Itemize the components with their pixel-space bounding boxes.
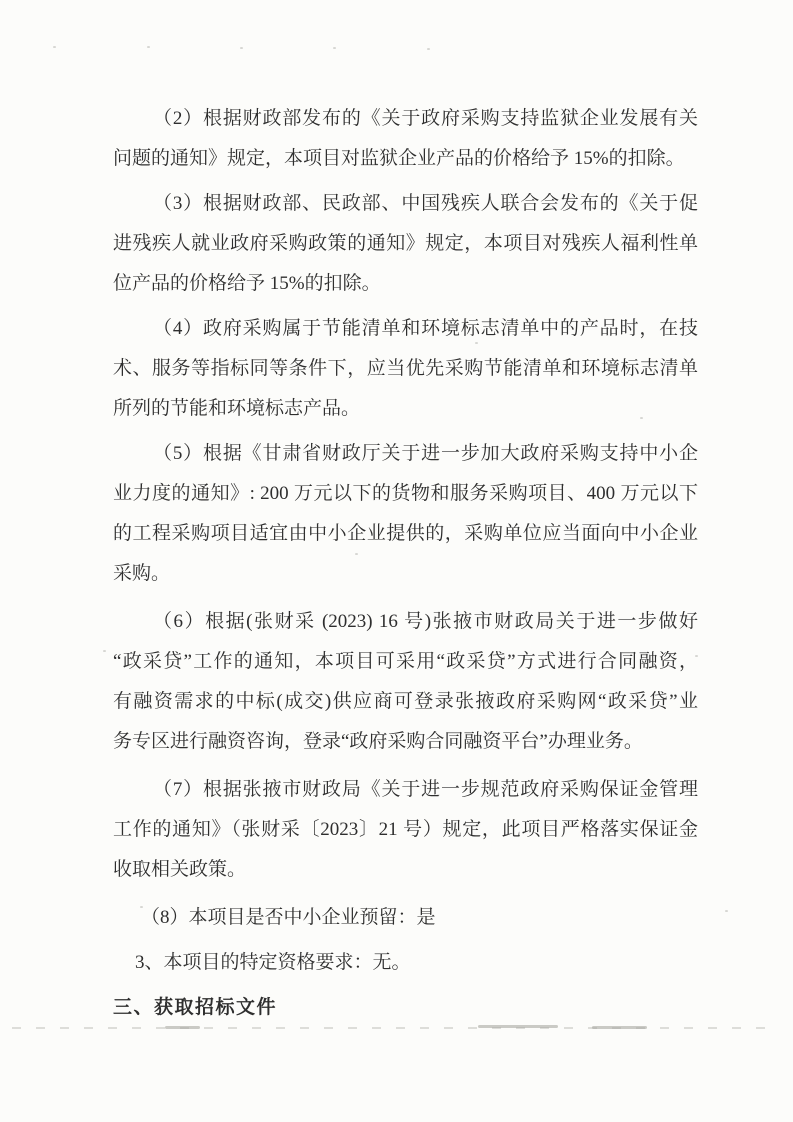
paragraph-item-3	[113, 184, 698, 304]
document-line: 术、服务等指标同等条件下，应当优先采购节能清单和环境标志清单	[113, 358, 698, 379]
document-line: （5）根据《甘肃省财政厅关于进一步加大政府采购支持中小企	[153, 443, 698, 464]
paragraph-item-8	[113, 898, 698, 938]
section-heading-text: 三、获取招标文件	[113, 997, 278, 1018]
paragraph-item-6	[113, 602, 698, 762]
scan-speck	[333, 47, 336, 49]
paragraph-item-5	[113, 434, 698, 594]
document-line: （6）根据(张财采 (2023) 16 号)张掖市财政局关于进一步做好	[153, 611, 698, 632]
document-line: 进残疾人就业政府采购政策的通知》规定，本项目对残疾人福利性单	[113, 233, 698, 254]
paragraph-item-3-requirements	[113, 943, 698, 983]
document-line: 3、本项目的特定资格要求：无。	[135, 952, 411, 973]
scan-speck	[240, 47, 243, 49]
document-line: 采购。	[113, 563, 171, 584]
paragraph-item-7	[113, 770, 698, 890]
document-line: 有融资需求的中标(成交)供应商可登录张掖政府采购网“政采贷”业	[113, 691, 698, 712]
document-line: （3）根据财政部、民政部、中国残疾人联合会发布的《关于促	[153, 193, 698, 214]
document-line: 务专区进行融资咨询，登录“政府采购合同融资平台”办理业务。	[113, 731, 643, 752]
paragraph-item-4	[113, 309, 698, 429]
document-line: 的工程采购项目适宜由中小企业提供的，采购单位应当面向中小企业	[113, 523, 698, 544]
document-line: 工作的通知》（张财采〔2023〕21 号）规定，此项目严格落实保证金	[113, 819, 698, 840]
document-line: （2）根据财政部发布的《关于政府采购支持监狱企业发展有关	[153, 108, 698, 129]
scan-speck	[147, 46, 150, 48]
scan-speck	[427, 48, 430, 50]
scan-speck	[725, 910, 728, 912]
document-line: 收取相关政策。	[113, 859, 247, 880]
document-line: （8）本项目是否中小企业预留：是	[141, 907, 436, 928]
document-line: 所列的节能和环境标志产品。	[113, 398, 361, 419]
scan-speck	[53, 46, 56, 48]
section-heading-obtain-bid-documents	[113, 988, 698, 1028]
document-line: 位产品的价格给予 15%的扣除。	[113, 273, 381, 294]
paragraph-item-2	[113, 99, 698, 179]
document-line: （7）根据张掖市财政局《关于进一步规范政府采购保证金管理	[153, 779, 698, 800]
document-line: （4）政府采购属于节能清单和环境标志清单中的产品时，在技	[153, 318, 698, 339]
document-body	[113, 99, 698, 1028]
document-line: 业力度的通知》: 200 万元以下的货物和服务采购项目、400 万元以下	[113, 483, 698, 504]
document-line: “政采贷”工作的通知，本项目可采用“政采贷”方式进行合同融资，	[113, 651, 698, 672]
document-line: 问题的通知》规定，本项目对监狱企业产品的价格给予 15%的扣除。	[113, 148, 685, 169]
scan-speck	[103, 650, 106, 652]
